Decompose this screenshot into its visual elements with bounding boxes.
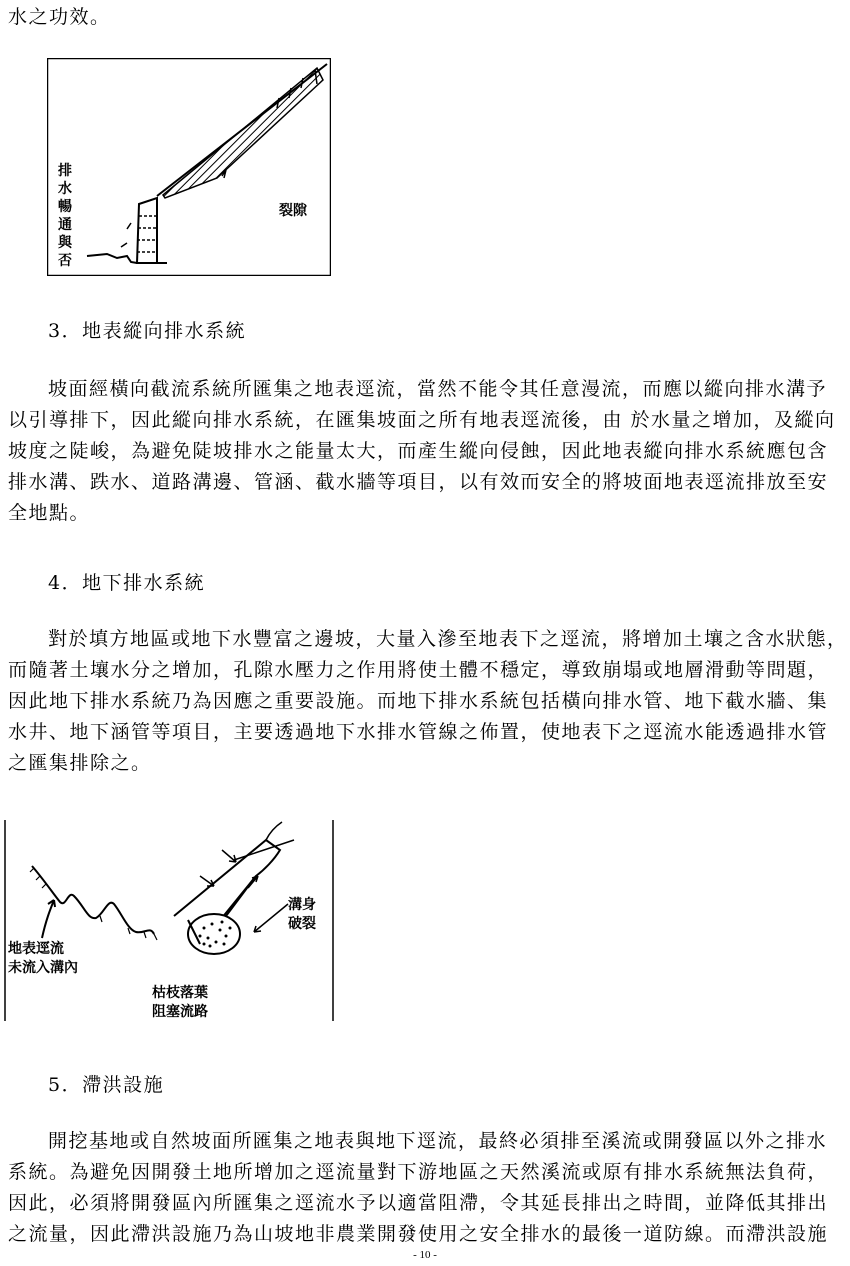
section-3-heading: 3．地表縱向排水系統 [48, 320, 247, 342]
section-3-paragraph [8, 374, 844, 529]
section-3-line: 坡面經橫向截流系統所匯集之地表逕流，當然不能令其任意漫流，而應以縱向排水溝予 [48, 378, 828, 400]
figure2-label-ditch-1: 溝身 [288, 897, 316, 913]
section-5-line: 之流量，因此滯洪設施乃為山坡地非農業開發使用之安全排水的最後一道防線。而滯洪設施 [8, 1223, 829, 1245]
figure2-label-runoff-2: 未流入溝內 [8, 960, 78, 976]
figure-drainage-slope-drawing [47, 58, 331, 276]
section-4-heading: 4．地下排水系統 [48, 572, 206, 594]
section-3-line: 排水溝、跌水、道路溝邊、管涵、截水牆等項目，以有效而安全的將坡面地表逕流排放至安 [8, 471, 829, 493]
continued-paragraph-end: 水之功效。 [8, 6, 111, 28]
figure1-label-crack: 裂隙 [279, 203, 307, 219]
figure2-label-runoff-1: 地表逕流 [8, 941, 64, 957]
figure2-label-ditch-2: 破裂 [288, 916, 316, 932]
section-4-line: 之匯集排除之。 [8, 752, 152, 774]
section-5-line: 開挖基地或自然坡面所匯集之地表與地下逕流，最終必須排至溪流或開發區以外之排水 [48, 1130, 828, 1152]
section-3-line: 以引導排下，因此縱向排水系統，在匯集坡面之所有地表逕流後，由 於水量之增加，及縱向 [8, 409, 836, 431]
page-number: - 10 - [413, 1249, 437, 1261]
figure-ditch-problems [4, 820, 334, 1022]
section-4-line: 因此地下排水系統乃為因應之重要設施。而地下排水系統包括橫向排水管、地下截水牆、集 [8, 690, 829, 712]
section-5-heading: 5．滯洪設施 [48, 1074, 165, 1096]
figure2-label-debris-1: 枯枝落葉 [152, 985, 208, 1001]
figure2-label-debris-2: 阻塞流路 [152, 1004, 208, 1020]
section-5-line: 系統。為避免因開發土地所增加之逕流量對下游地區之天然溪流或原有排水系統無法負荷， [8, 1161, 829, 1183]
section-4-line: 水井、地下涵管等項目，主要透過地下水排水管線之佈置，使地表下之逕流水能透過排水管 [8, 721, 829, 743]
section-4-line: 而隨著土壤水分之增加，孔隙水壓力之作用將使土體不穩定，導致崩塌或地層滑動等問題， [8, 659, 829, 681]
section-5-paragraph [8, 1126, 844, 1250]
section-3-line: 全地點。 [8, 502, 91, 524]
figure1-label-drainage: 排水暢通與否 [58, 163, 72, 269]
figure-drainage-slope [47, 58, 331, 276]
section-3-line: 坡度之陡峻，為避免陡坡排水之能量太大，而產生縱向侵蝕，因此地表縱向排水系統應包含 [8, 440, 829, 462]
section-4-line: 對於填方地區或地下水豐富之邊坡，大量入滲至地表下之逕流，將增加土壤之含水狀態， [48, 628, 848, 650]
section-5-line: 因此，必須將開發區內所匯集之逕流水予以適當阻滯，令其延長排出之時間，並降低其排出 [8, 1192, 829, 1214]
section-4-paragraph [8, 624, 848, 779]
